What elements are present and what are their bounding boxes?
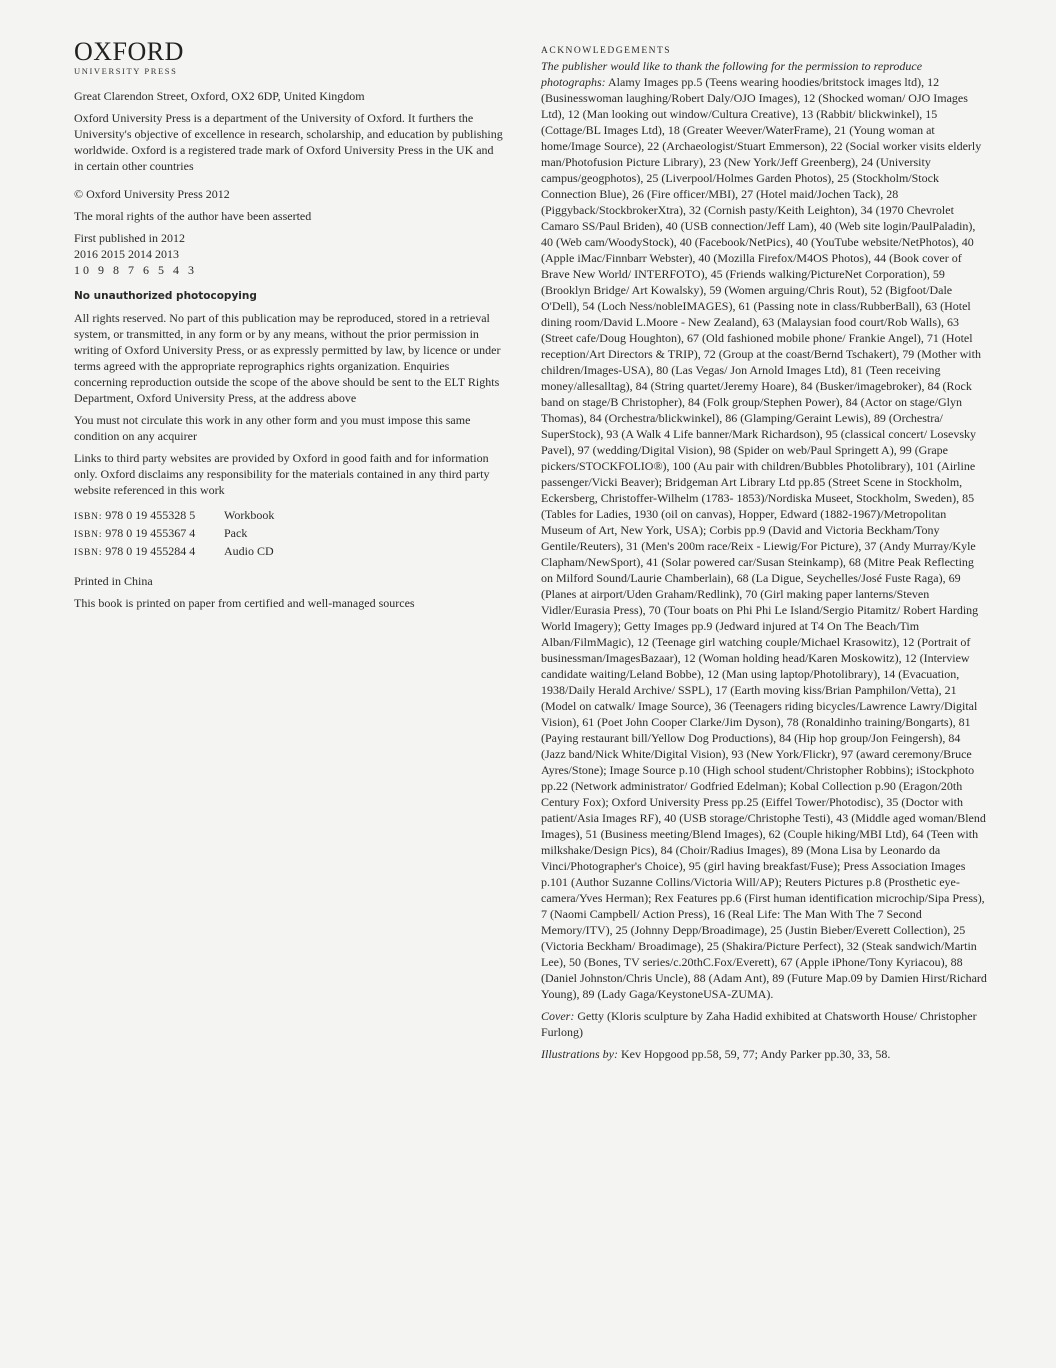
cover-text: Getty (Kloris sculpture by Zaha Hadid exhibited at Chatsworth House/ Christopher Furlong) xyxy=(541,1009,977,1039)
isbn-row xyxy=(74,525,274,543)
print-line: 10 9 8 7 6 5 4 3 xyxy=(74,263,197,277)
acknowledgements-title: ACKNOWLEDGEMENTS xyxy=(541,46,672,56)
isbn-table xyxy=(74,507,274,561)
acknowledgements-body xyxy=(541,58,987,1002)
acknowledgements-credits: Alamy Images pp.5 (Teens wearing hoodies/britstock images ltd), 12 (Businesswoman laughing/Robert Daly/OJO Images), 12 (Shocked woman/ OJO Images Ltd), 12 (Man looking out window/Cultura Creative), 13 (Rabbit/ blickwinkel), 15 (Cottage/BL Images Ltd), 18 (Greater Weever/WaterFrame), 21 (Young woman at home/Image Source), 22 (Archaeologist/Stuart Emmerson), 22 (Social worker visits elderly man/Photofusion Picture Library), 23 (New York/Jeff Greenberg), 24 (University campus/geogphotos), 25 (Liverpool/Holmes Garden Photos), 25 (Stockholm/Stock Connection Blue), 26 (Fire officer/MBI), 27 (Hotel maid/Jochen Tack), 28 (Piggyback/StockbrokerXtra), 32 (Cornish pasty/Keith Leighton), 34 (1970 Chevrolet Camaro SS/Paul Briden), 40 (USB connection/Jeff Lam), 40 (Web site login/PaulPaladin), 40 (Web cam/WoodyStock), 40 (Facebook/NetPics), 40 (YouTube website/NetPhotos), 40 (Apple iMac/Finnbarr Webster), 40 (Mozilla Firefox/M4OS Photos), 44 (Book cover of Brave New World/ INTERFOTO), 45 (Friends walking/PictureNet Corporation), 59 (Brooklyn Bridge/ Art Kowalsky), 59 (Women arguing/Chris Rout), 52 (Bigfoot/Dale O'Dell), 54 (Loch Ness/nobleIMAGES), 61 (Passing note in class/RubberBall), 63 (Hotel dining room/David L.Moore - New Zealand), 63 (Malaysian food court/Rob Walls), 63 (Street cafe/Doug Houghton), 67 (Old fashioned mobile phone/ Frankie Angel), 71 (Hotel reception/Art Directors & TRIP), 72 (Group at the coast/Bernd Tschakert), 79 (Mother with children/Images-USA), 80 (Las Vegas/ Jon Arnold Images Ltd), 81 (Teen receiving money/allesalltag), 84 (String quartet/Jeremy Hoare), 84 (Busker/imagebroker), 84 (Rock band on stage/B Christopher), 84 (Folk group/Stephen Power), 84 (Actor on stage/Glyn Thomas), 84 (Orchestra/blickwinkel), 86 (Glamping/Geraint Lewis), 89 (Orchestra/ SuperStock), 93 (A Walk 4 Life banner/Mark Richardson), 95 (classical concert/ Losevsky Pavel), 97 (wedding/Digital Vision), 98 (Spider on web/Paul Springett A), 99 (Grape pickers/STOCKFOLIO®), 100 (Au pair with children/Bubbles Photolibrary), 101 (Airline passenger/Vicki Beaver); Bridgeman Art Library Ltd pp.85 (Street Scene in Stockholm, Eckersberg, Christoffer-Wilhelm (1783- 1853)/Nordiska Museet, Stockholm, Sweden), 85 (Tables for Ladies, 1930 (oil on canvas), Hopper, Edward (1882-1967)/Metropolitan Museum of Art, New York, USA); Corbis pp.9 (David and Victoria Beckham/Tony Gentile/Reuters), 31 (Men's 200m race/Reix - Liewig/For Picture), 37 (Andy Murray/Kyle Clapham/NewSport), 41 (Solar powered car/Susan Steinkamp), 68 (Mitre Peak Reflecting on Milford Sound/Laurie Chamberlain), 68 (La Digue, Seychelles/José Fuste Raga), 69 (Planes at airport/Uden Graham/Redlink), 70 (Girl making paper lanterns/Steven Vidler/Eurasia Press), 70 (Tour boats on Phi Phi Le Island/Sergio Pitamitz/ Robert Harding World Imagery); Getty Images pp.9 (Jedward injured at T4 On The Beach/Tim Alban/FilmMagic), 12 (Teenage girl watching couple/Michael Krasowitz), 12 (Portrait of businessman/ImagesBazaar), 12 (Woman holding head/Karen Moskowitz), 12 (Interview candidate waiting/Leland Bobbe), 12 (Man using laptop/Photolibrary), 14 (Evacuation, 1938/Daily Herald Archive/ SSPL), 17 (Earth moving kiss/Brian Pamphilon/Vetta), 21 (Model on catwalk/ Image Source), 36 (Teenagers riding bicycles/Lawrence Lawry/Digital Vision), 61 (Poet John Cooper Clarke/Jim Dyson), 78 (Ronaldinho training/Bongarts), 81 (Paying restaurant bill/Yellow Dog Productions), 84 (Hip hop group/Jon Feingersh), 84 (Jazz band/Nick White/Digital Vision), 93 (New York/Flickr), 97 (award ceremony/Bruce Ayres/Stone); Image Source p.10 (High school student/Christopher Robbins); iStockphoto pp.22 (Network administrator/ Godfried Edelman); Kobal Collection p.90 (Eragon/20th Century Fox); Oxford University Press pp.25 (Eiffel Tower/Photodisc), 35 (Doctor with patient/Asia Images RF), 40 (USB storage/Christophe Testi), 43 (Middle aged woman/Blend Images), 51 (Business meeting/Blend Images), 62 (Couple hiking/MBI Ltd), 64 (Teen with milkshake/Design Pics), 84 (Choir/Radius Images), 89 (Mona Lisa by Leonardo da Vinci/Photographer's Choice), 95 (girl having breakfast/Fuse); Press Association Images p.101 (Author Suzanne Collins/Victoria Will/AP); Reuters Pictures p.8 (Prosthetic eye-camera/Yves Herman); Rex Features pp.6 (First human identification microchip/Sipa Press), 7 (Naomi Campbell/ Action Press), 16 (Real Life: The Man With The 7 Second Memory/ITV), 25 (Johnny Depp/Broadimage), 25 (Justin Bieber/Everett Collection), 25 (Victoria Beckham/ Broadimage), 25 (Shakira/Picture Perfect), 32 (Steak sandwich/Martin Lee), 50 (Bones, TV series/c.20thC.Fox/Everett), 67 (Apple iPhone/Tony Kyriacou), 88 (Daniel Johnston/Chris Uncle), 88 (Adam Ant), 89 (Future Map.09 by Damien Hirst/Richard Young), 89 (Lady Gaga/KeystoneUSA-ZUMA). xyxy=(541,75,987,1001)
isbn-number: 978 0 19 455367 4 xyxy=(105,526,196,540)
logo-main-text: OXFORD xyxy=(74,37,184,66)
illustrations-credit xyxy=(541,1046,987,1062)
acknowledgements-intro: The publisher would like to thank the following for the permission to reproduce photographs: xyxy=(541,59,923,89)
printed-in: Printed in China xyxy=(74,574,153,588)
photocopying-heading: No unauthorized photocopying xyxy=(74,290,257,302)
isbn-number: 978 0 19 455328 5 xyxy=(105,508,196,522)
isbn-format: Audio CD xyxy=(224,544,274,558)
isbn-label: ISBN: xyxy=(74,512,103,522)
isbn-format: Pack xyxy=(224,526,248,540)
cover-label: Cover: xyxy=(541,1009,575,1023)
illustrations-label: Illustrations by: xyxy=(541,1047,618,1061)
isbn-label: ISBN: xyxy=(74,530,103,540)
paper-notice: This book is printed on paper from certified and well-managed sources xyxy=(74,596,415,610)
moral-rights: The moral rights of the author have been asserted xyxy=(74,209,312,223)
illustrations-text: Kev Hopgood pp.58, 59, 77; Andy Parker pp.30, 33, 58. xyxy=(621,1047,891,1061)
right-column xyxy=(541,44,987,1062)
isbn-label: ISBN: xyxy=(74,548,103,558)
publisher-logo xyxy=(74,37,504,77)
isbn-number: 978 0 19 455284 4 xyxy=(105,544,196,558)
logo-sub-text: UNIVERSITY PRESS xyxy=(74,66,178,76)
publisher-description: Oxford University Press is a department of the University of Oxford. It furthers the University's objective of excellence in research, scholarship, and education by publishing worldwide. Oxford is a registered trade mark of Oxford University Press in the UK and in certain other countries xyxy=(74,111,503,173)
third-party-links-text: Links to third party websites are provided by Oxford in good faith and for information only. Oxford disclaims any responsibility for the materials contained in any third party website referenced in this work xyxy=(74,451,490,497)
publisher-address: Great Clarendon Street, Oxford, OX2 6DP, United Kingdom xyxy=(74,89,365,103)
rights-reserved-text: All rights reserved. No part of this publication may be reproduced, stored in a retrieval system, or transmitted, in any form or by any means, without the prior permission in writing of Oxford University Press, or as expressly permitted by law, by licence or under terms agreed with the appropriate reprographics rights organization. Enquiries concerning reproduction outside the scope of the above should be sent to the ELT Rights Department, Oxford University Press, at the address above xyxy=(74,311,501,405)
isbn-format: Workbook xyxy=(224,508,275,522)
isbn-row xyxy=(74,543,274,561)
left-column xyxy=(74,37,504,611)
isbn-row xyxy=(74,507,274,525)
first-published: First published in 2012 xyxy=(74,231,186,245)
circulate-text: You must not circulate this work in any other form and you must impose this same condition on any acquirer xyxy=(74,413,471,443)
print-years: 2016 2015 2014 2013 xyxy=(74,247,179,261)
cover-credit xyxy=(541,1008,987,1040)
copyright-notice: © Oxford University Press 2012 xyxy=(74,187,230,201)
